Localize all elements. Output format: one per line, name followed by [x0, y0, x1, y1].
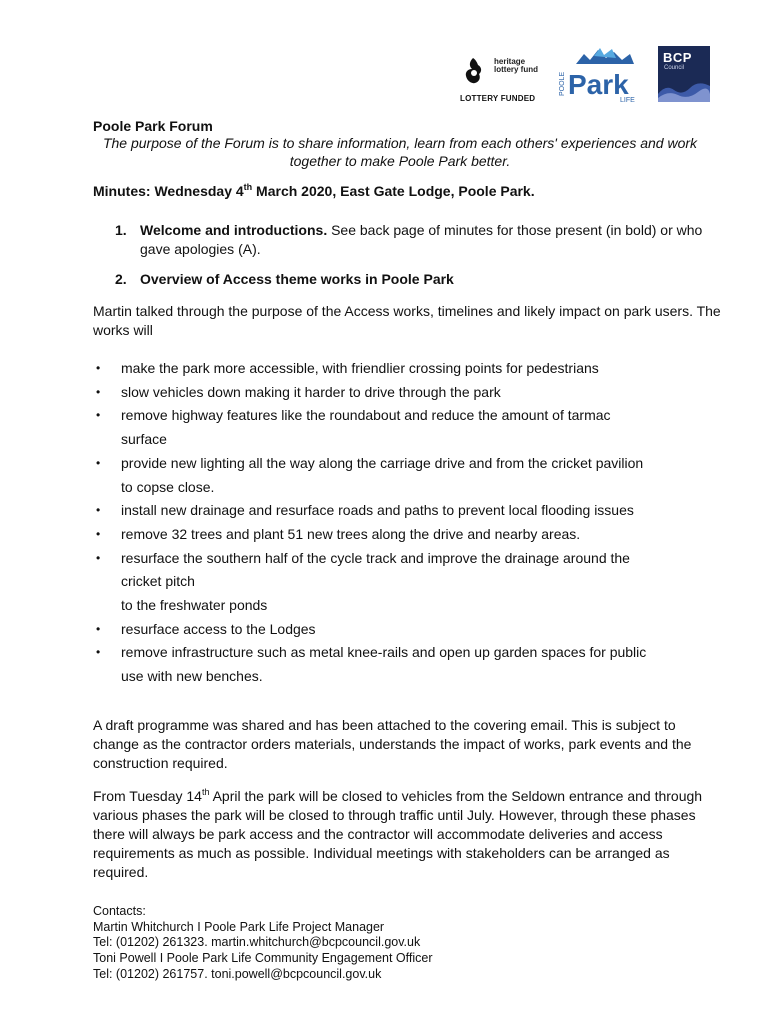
list-item-continuation: surface: [121, 431, 167, 448]
bcp-waves-icon: [658, 76, 710, 102]
agenda-item-number: 2.: [115, 271, 127, 287]
list-item-continuation: cricket pitch: [121, 573, 195, 590]
contact-line: Martin Whitchurch I Poole Park Life Project Manager: [93, 919, 385, 934]
list-item-text: remove highway features like the roundabout and reduce the amount of tarmac: [121, 407, 611, 424]
list-item-text: slow vehicles down making it harder to drive through the park: [121, 383, 501, 400]
bullet-icon: •: [96, 408, 101, 423]
list-item-text: provide new lighting all the way along the carriage drive and from the cricket pavilion: [121, 454, 644, 471]
list-item: [96, 547, 726, 571]
lottery-crossed-fingers-icon: [460, 56, 486, 86]
bullet-icon: •: [96, 455, 101, 470]
hlf-wordmark: heritage lottery fund: [494, 57, 538, 74]
ppl-life-text: LIFE: [620, 97, 635, 104]
contacts-heading: Contacts:: [93, 904, 146, 918]
list-item-continuation: to copse close.: [121, 478, 215, 495]
bullet-icon: •: [96, 645, 101, 660]
bullet-icon: •: [96, 621, 101, 636]
list-item-continuation: to the freshwater ponds: [121, 597, 268, 614]
bcp-council-logo: [658, 46, 710, 102]
list-item: [96, 499, 726, 523]
agenda-item-heading: Welcome and introductions.: [140, 222, 328, 238]
minutes-heading: Minutes: Wednesday 4th March 2020, East Gate Lodge, Poole Park.: [93, 182, 535, 199]
ppl-poole-text: POOLE: [559, 71, 566, 96]
lottery-funded-label: LOTTERY FUNDED: [460, 94, 536, 103]
list-item: [96, 452, 726, 476]
contact-line: Tel: (01202) 261757. toni.powell@bcpcouncil.gov.uk: [93, 966, 382, 981]
forum-purpose: The purpose of the Forum is to share information, learn from each others' experiences and work together to make Poole Park better.: [102, 135, 698, 169]
list-item-continuation: use with new benches.: [121, 668, 263, 685]
list-item: [96, 381, 726, 405]
list-item-text: remove infrastructure such as metal knee-rails and open up garden spaces for public: [121, 644, 647, 661]
list-item-text: install new drainage and resurface roads and paths to prevent local flooding issues: [121, 502, 634, 519]
poole-park-life-logo: [554, 46, 638, 104]
agenda-item-heading: Overview of Access theme works in Poole Park: [140, 271, 454, 287]
list-item-text: resurface the southern half of the cycle track and improve the drainage around the: [121, 549, 630, 566]
logo-strip: [456, 46, 710, 104]
bcp-sub: Council: [664, 65, 685, 71]
programme-paragraph: A draft programme was shared and has been attached to the covering email. This is subject to change as the contractor orders materials, understands the impact of works, park events and the construction required.: [93, 717, 692, 771]
contact-line: Tel: (01202) 261323. martin.whitchurch@bcpcouncil.gov.uk: [93, 935, 421, 950]
list-item: [96, 618, 726, 642]
bullet-icon: •: [96, 550, 101, 565]
list-item: [96, 404, 726, 428]
contact-line: Toni Powell I Poole Park Life Community Engagement Officer: [93, 951, 433, 966]
agenda-item-text: See back page of minutes for those present (in bold) or who gave apologies (A).: [140, 222, 703, 257]
contacts-block: [93, 904, 433, 983]
list-item: [96, 641, 726, 665]
works-bullet-list: [96, 357, 726, 689]
list-item-text: make the park more accessible, with friendlier crossing points for pedestrians: [121, 360, 599, 376]
list-item: [96, 523, 726, 547]
bcp-title: BCP: [663, 50, 692, 65]
heritage-lottery-fund-logo: [456, 50, 548, 104]
agenda-item-number: 1.: [115, 222, 127, 238]
bullet-icon: •: [96, 503, 101, 518]
list-item-text: resurface access to the Lodges: [121, 620, 316, 637]
page-title: Poole Park Forum: [93, 118, 213, 134]
intro-paragraph: Martin talked through the purpose of the Access works, timelines and likely impact on park users. The works will: [93, 303, 721, 338]
list-item-text: remove 32 trees and plant 51 new trees along the drive and nearby areas.: [121, 525, 581, 542]
bullet-icon: •: [96, 384, 101, 399]
list-item: [96, 357, 726, 381]
bullet-icon: •: [96, 526, 101, 541]
closure-paragraph: From Tuesday 14th April the park will be closed to vehicles from the Seldown entrance and through various phases the park will be closed to through traffic until July. However, through these phases there will always be park access and the contractor will accommodate deliveries and access requirements as much as possible. Individual meetings with stakeholders can be arranged as required.: [93, 787, 703, 880]
ppl-park-text: Park: [568, 69, 629, 100]
bullet-icon: •: [96, 361, 101, 375]
